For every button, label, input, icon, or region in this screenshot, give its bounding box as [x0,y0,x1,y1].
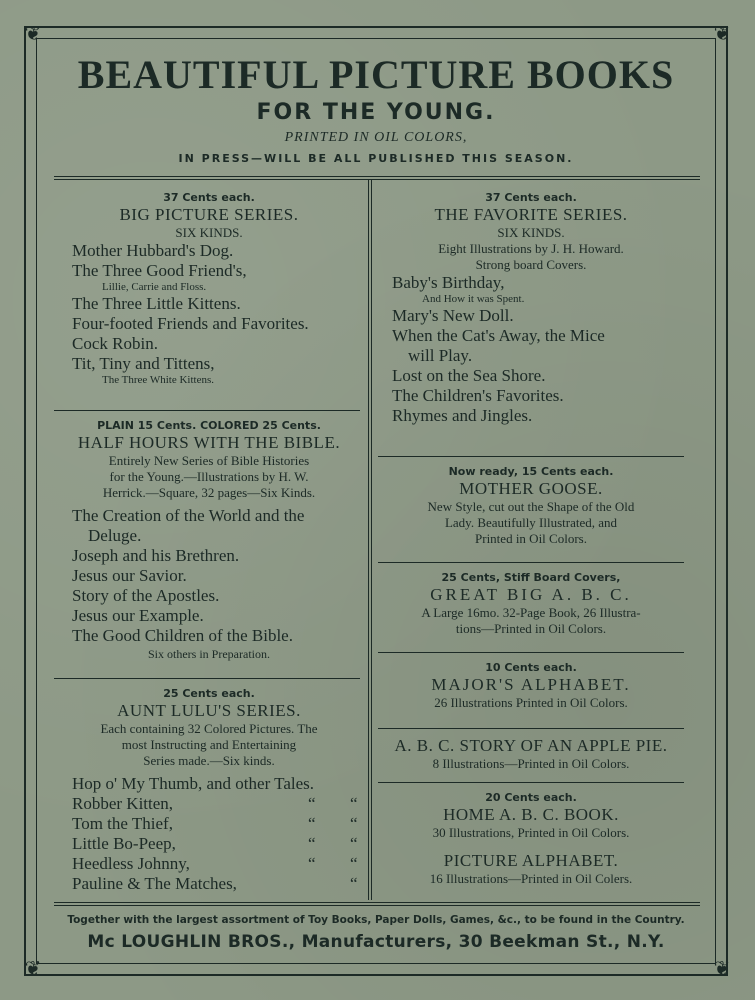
section-divider [54,678,360,679]
column-divider [368,180,369,900]
ditto-mark: “ [308,854,316,873]
page-title: BEAUTIFUL PICTURE BOOKS [77,52,675,97]
list-item: Mary's New Doll. [392,306,514,325]
list-item: The Good Children of the Bible. [72,626,293,645]
corner-ornament-icon: ❦ [713,21,731,45]
list-item: will Play. [408,346,473,365]
ditto-mark: “ [308,834,316,853]
series-title: THE FAVORITE SERIES. [434,205,628,224]
printed-note: PRINTED IN OIL COLORS, [284,130,468,145]
price-label: 25 Cents, Stiff Board Covers, [441,571,621,584]
section-divider [378,652,684,653]
list-item: Mother Hubbard's Dog. [72,241,234,260]
corner-ornament-icon: ❦ [24,21,42,45]
footer-divider [54,905,700,906]
footer-divider [54,902,700,903]
ditto-mark: “ [350,854,358,873]
list-item: The Three Little Kittens. [72,294,241,313]
list-item [54,834,364,854]
section-divider [378,562,684,563]
series-description: 26 Illustrations Printed in Oil Colors. [434,695,628,710]
list-item: Lost on the Sea Shore. [392,366,546,385]
ditto-mark: “ [350,874,358,893]
list-item: Joseph and his Brethren. [72,546,240,565]
item-title: Tom the Thief, [72,814,173,833]
series-description: 8 Illustrations—Printed in Oil Colors. [432,756,630,771]
series-description: tions—Printed in Oil Colors. [455,621,607,636]
ditto-mark: “ [308,794,316,813]
bible-section [54,418,364,662]
apple-pie-section [374,736,688,772]
item-title: Heedless Johnny, [72,854,190,873]
series-description: for the Young.—Illustrations by H. W. [109,469,309,484]
ditto-mark: “ [350,794,358,813]
section-divider [378,782,684,783]
list-item: Deluge. [88,526,142,545]
series-description: Herrick.—Square, 32 pages—Six Kinds. [102,485,316,500]
list-item: Story of the Apostles. [72,586,220,605]
series-title: A. B. C. STORY OF AN APPLE PIE. [394,736,668,755]
series-description: Entirely New Series of Bible Histories [108,453,310,468]
series-title: PICTURE ALPHABET. [443,851,619,870]
price-label: Now ready, 15 Cents each. [448,465,614,478]
list-item [54,794,364,814]
column-divider [371,180,372,900]
corner-ornament-icon: ❦ [24,956,42,980]
list-item-subtitle: And How it was Spent. [422,293,525,305]
item-title: Pauline & The Matches, [72,874,237,893]
series-title: HOME A. B. C. BOOK. [443,805,619,824]
mother-goose-section [374,464,688,547]
list-item: Jesus our Savior. [72,566,187,585]
series-title: MOTHER GOOSE. [459,479,603,498]
list-item: Jesus our Example. [72,606,204,625]
series-title: AUNT LULU'S SERIES. [117,701,301,720]
list-item: Rhymes and Jingles. [392,406,533,425]
price-label: PLAIN 15 Cents. COLORED 25 Cents. [97,419,321,432]
home-abc-section [374,790,688,887]
press-note: IN PRESS—WILL BE ALL PUBLISHED THIS SEASON. [178,152,574,165]
series-description: Each containing 32 Colored Pictures. The [100,721,318,736]
favorite-section [374,190,688,426]
series-title: MAJOR'S ALPHABET. [431,675,631,694]
series-description: Lady. Beautifully Illustrated, and [444,515,618,530]
aunt-lulu-section [54,686,364,894]
price-label: 10 Cents each. [485,661,577,674]
series-description: Strong board Covers. [475,257,587,272]
list-item: The Three Good Friend's, [72,261,247,280]
price-label: 25 Cents each. [163,687,255,700]
list-item: Hop o' My Thumb, and other Tales. [72,774,315,793]
series-description: 16 Illustrations—Printed in Oil Colers. [429,871,633,886]
price-label: 37 Cents each. [163,191,255,204]
header-divider [54,179,700,180]
ditto-mark: “ [308,814,316,833]
list-item: When the Cat's Away, the Mice [392,326,605,345]
series-title: HALF HOURS WITH THE BIBLE. [77,433,341,452]
series-title: BIG PICTURE SERIES. [119,205,299,224]
great-big-abc-section [374,570,688,637]
header-divider [54,176,700,177]
series-description: 30 Illustrations, Printed in Oil Colors. [432,825,630,840]
series-description: Series made.—Six kinds. [143,753,275,768]
ditto-mark: “ [350,834,358,853]
list-item [54,814,364,834]
list-item: The Creation of the World and the [72,506,305,525]
series-title: GREAT BIG A. B. C. [430,585,632,604]
section-divider [378,456,684,457]
list-item [54,854,364,874]
page-subtitle: FOR THE YOUNG. [256,100,496,125]
big-picture-section [54,190,364,387]
item-title: Robber Kitten, [72,794,174,813]
corner-ornament-icon: ❦ [713,956,731,980]
price-label: 20 Cents each. [485,791,577,804]
price-label: 37 Cents each. [485,191,577,204]
list-item [54,874,364,894]
series-description: Eight Illustrations by J. H. Howard. [438,241,624,256]
list-item: Cock Robin. [72,334,158,353]
section-divider [54,410,360,411]
series-description: A Large 16mo. 32-Page Book, 26 Illustra- [421,605,641,620]
publisher-line: Mc LOUGHLIN BROS., Manufacturers, 30 Beekman St., N.Y. [87,932,665,952]
major-alphabet-section [374,660,688,711]
list-item: Tit, Tiny and Tittens, [72,354,215,373]
kinds-label: SIX KINDS. [497,225,565,240]
footer-note: Together with the largest assortment of Toy Books, Paper Dolls, Games, &c., to be found in the Country. [67,914,685,926]
list-item: Baby's Birthday, [392,273,505,292]
ditto-mark: “ [350,814,358,833]
list-item-subtitle: Lillie, Carrie and Floss. [102,281,207,293]
preparation-note: Six others in Preparation. [148,647,270,661]
series-description: most Instructing and Entertaining [121,737,297,752]
list-item-subtitle: The Three White Kittens. [102,374,215,386]
kinds-label: SIX KINDS. [175,225,243,240]
section-divider [378,728,684,729]
list-item: Four-footed Friends and Favorites. [72,314,309,333]
series-description: Printed in Oil Colors. [475,531,587,546]
series-description: New Style, cut out the Shape of the Old [427,499,635,514]
item-title: Little Bo-Peep, [72,834,176,853]
list-item: The Children's Favorites. [392,386,564,405]
